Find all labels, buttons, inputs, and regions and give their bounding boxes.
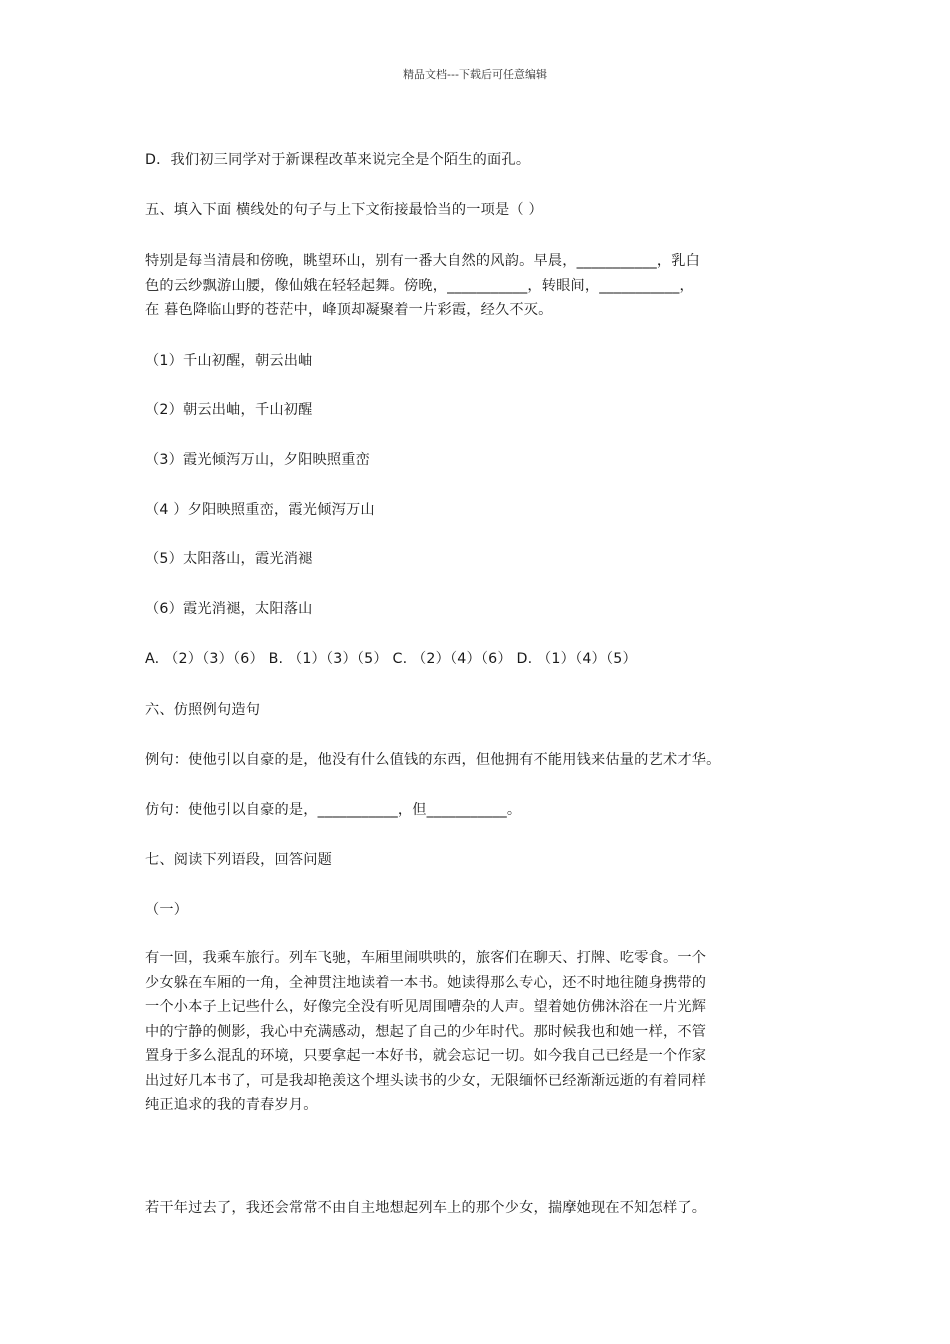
- question-7-part: （一）: [145, 902, 189, 918]
- passage-line: 有一回，我乘车旅行。列车飞驰，车厢里闹哄哄的，旅客们在聊天、打牌、吃零食。一个: [145, 950, 707, 966]
- passage-line: 一个小本子上记些什么，好像完全没有听见周围嘈杂的人声。望着她仿佛沐浴在一片光辉: [145, 999, 707, 1015]
- question-7-title: 七、阅读下列语段，回答问题: [145, 852, 333, 868]
- question-5-passage: [145, 249, 810, 323]
- passage-line: 出过好几本书了，可是我却艳羡这个埋头读书的少女，无限缅怀已经渐渐远逝的有着同样: [145, 1072, 707, 1089]
- passage-line: 中的宁静的侧影，我心中充满感动，想起了自己的少年时代。那时候我也和她一样，不管: [145, 1023, 707, 1040]
- option-1: （1）千山初醒，朝云出岫: [145, 353, 313, 369]
- answer-choices: A. （2）（3）（6） B. （1）（3）（5） C. （2）（4）（6） D. （1）（4）（5）: [145, 651, 637, 667]
- option-d-line: D．我们初三同学对于新课程改革来说完全是个陌生的面孔。: [145, 152, 531, 168]
- passage-line: 纯正追求的我的青春岁月。: [145, 1097, 318, 1113]
- passage-line: 置身于多么混乱的环境，只要拿起一本好书，就会忘记一切。如今我自己已经是一个作家: [145, 1048, 707, 1064]
- question-6-imitate: 仿句：使他引以自豪的是，___________，但___________。: [145, 802, 522, 818]
- option-2: （2）朝云出岫，千山初醒: [145, 402, 313, 418]
- passage-line: 少女躲在车厢的一角，全神贯注地读着一本书。她读得那么专心，还不时地往随身携带的: [145, 974, 707, 991]
- passage-line: 特别是每当清晨和傍晚，眺望环山，别有一番大自然的风韵。早晨，___________，乳白: [145, 253, 701, 269]
- question-7-passage: [145, 946, 810, 1118]
- question-7-last-line: 若干年过去了，我还会常常不由自主地想起列车上的那个少女，揣摩她现在不知怎样了。: [145, 1200, 707, 1216]
- passage-line: 色的云纱飘游山腰，像仙娥在轻轻起舞。傍晚，___________，转眼间，___________，: [145, 277, 694, 294]
- page-header: 精品文档---下载后可任意编辑: [403, 68, 547, 81]
- option-5: （5）太阳落山，霞光消褪: [145, 551, 313, 567]
- option-6: （6）霞光消褪，太阳落山: [145, 601, 313, 617]
- question-5-title: 五、填入下面 横线处的句子与上下文衔接最恰当的一项是（ ）: [145, 202, 543, 218]
- passage-line: 在 暮色降临山野的苍茫中，峰顶却凝聚着一片彩霞，经久不灭。: [145, 302, 553, 318]
- option-4: （4 ）夕阳映照重峦，霞光倾泻万山: [145, 502, 375, 518]
- question-6-title: 六、仿照例句造句: [145, 702, 261, 718]
- option-3: （3）霞光倾泻万山，夕阳映照重峦: [145, 452, 371, 468]
- question-6-example: 例句：使他引以自豪的是，他没有什么值钱的东西，但他拥有不能用钱来估量的艺术才华。: [145, 752, 721, 768]
